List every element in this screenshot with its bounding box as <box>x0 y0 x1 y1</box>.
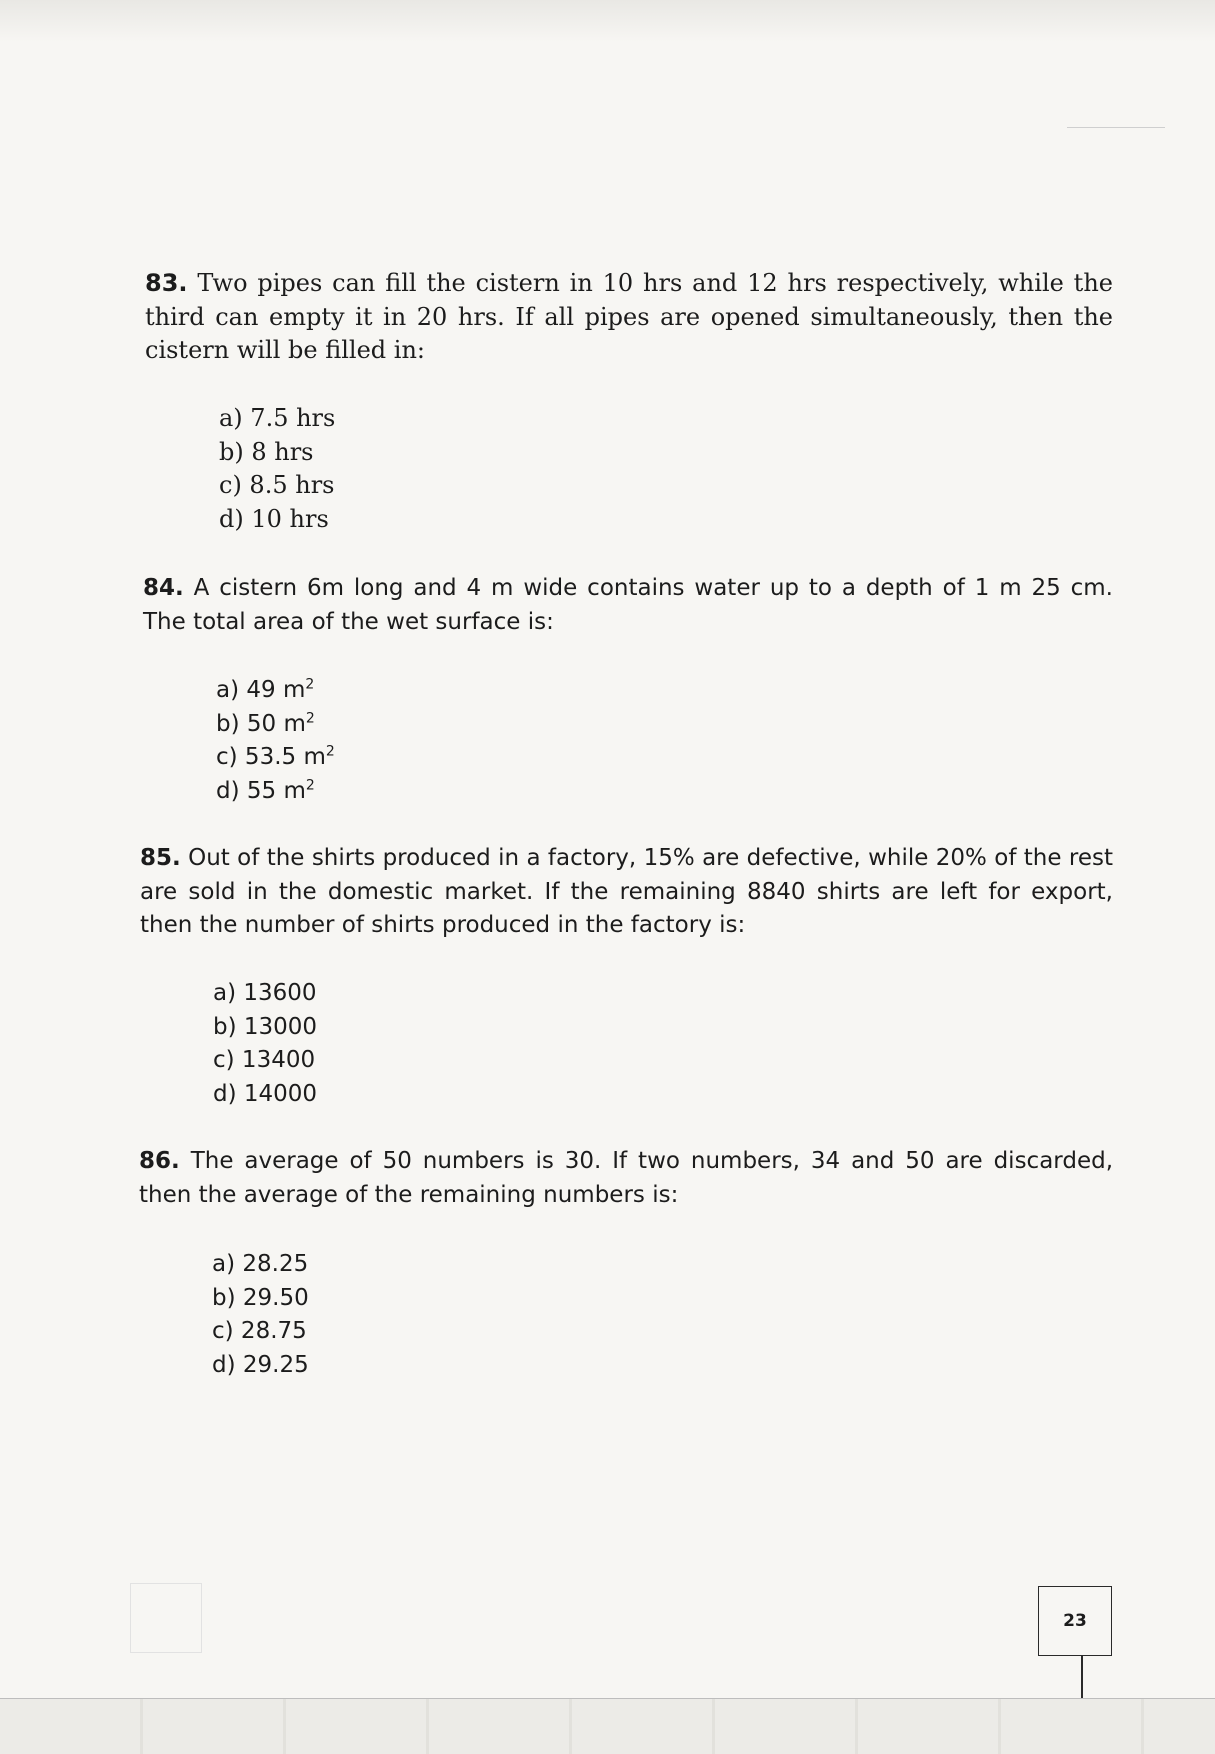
faded-box <box>130 1583 202 1653</box>
option-c: c) 53.5 $m^2$ <box>216 743 335 771</box>
question-body: Two pipes can fill the cistern in 10 hrs and 12 hrs respectively, while the third can empty it in 20 hrs. If all pipes are opened simultaneously, then the cistern will be filled in: <box>145 269 1113 364</box>
options-list <box>213 977 317 1112</box>
option-c: c) 28.75 <box>212 1318 307 1345</box>
option-c: c) 13400 <box>213 1047 316 1074</box>
question-text <box>145 267 1113 368</box>
question-number: 83. <box>145 269 188 297</box>
question-text <box>143 572 1113 639</box>
option-b: b) 13000 <box>213 1013 318 1040</box>
option-b: b) 29.50 <box>212 1284 309 1311</box>
option-a: a) 28.25 <box>212 1251 309 1277</box>
question-number: 84. <box>143 575 184 601</box>
option-b: b) 50 $m^2$ <box>216 710 315 737</box>
option-a: a) 7.5 hrs <box>219 404 336 432</box>
question-body: A cistern 6m long and 4 m wide contains water up to a depth of 1 m 25 cm. The total area of the wet surface is: <box>143 575 1113 635</box>
option-a: a) 13600 <box>213 980 317 1006</box>
options-list <box>216 674 335 809</box>
question-text <box>140 842 1113 943</box>
options-list <box>219 402 335 537</box>
option-a: a) 49 $m^2$ <box>216 676 315 703</box>
question-body: The average of 50 numbers is 30. If two numbers, 34 and 50 are discarded, then the average of the remaining numbers is: <box>139 1148 1114 1208</box>
question-text <box>139 1145 1113 1212</box>
top-rule <box>1067 127 1165 128</box>
question-number: 86. <box>139 1148 180 1174</box>
option-c: c) 8.5 hrs <box>219 471 335 500</box>
question-number: 85. <box>140 845 181 871</box>
page-number: 23 <box>1038 1586 1112 1656</box>
option-b: b) 8 hrs <box>219 437 314 466</box>
option-d: d) 29.25 <box>212 1352 309 1379</box>
page-number-stem <box>1081 1656 1083 1698</box>
option-d: d) 10 hrs <box>219 505 329 534</box>
page-top-edge <box>0 0 1215 42</box>
page-bottom-edge <box>0 1698 1215 1754</box>
question-body: Out of the shirts produced in a factory, 15% are defective, while 20% of the rest are sold in the domestic market. If the remaining 8840 shirts are left for export, then the number of shirts produced in the factory is: <box>140 845 1114 938</box>
option-d: d) 55 $m^2$ <box>216 777 315 805</box>
options-list <box>212 1248 309 1383</box>
option-d: d) 14000 <box>213 1081 318 1108</box>
